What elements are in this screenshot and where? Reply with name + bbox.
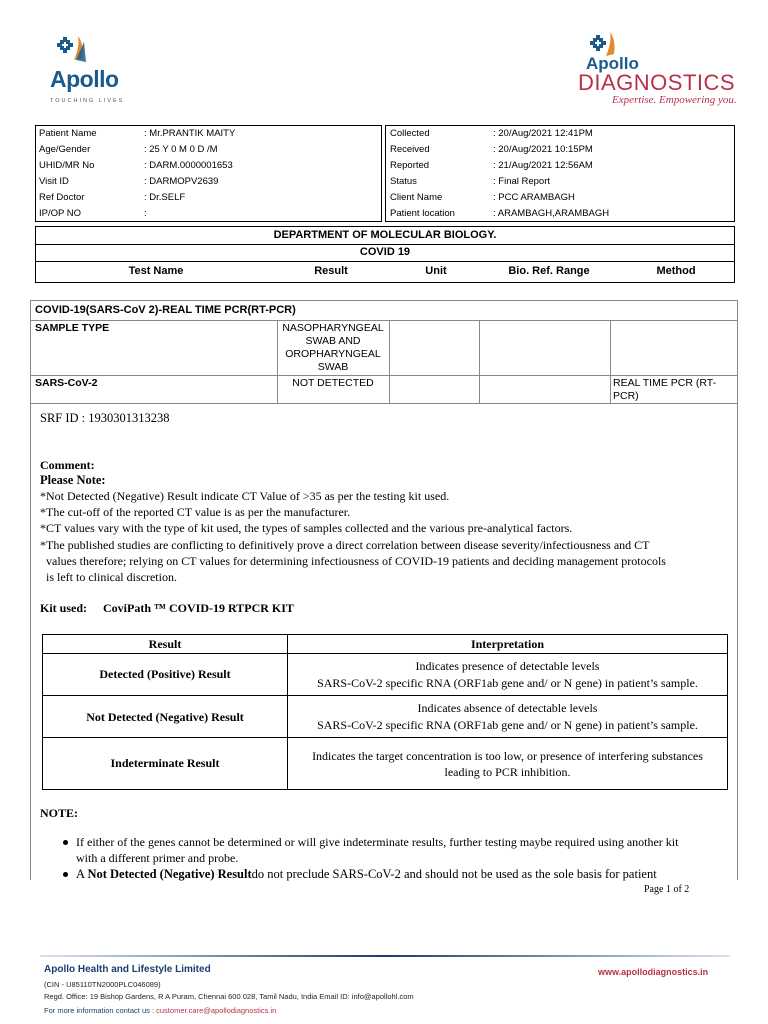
left-label: Age/Gender [39,144,91,155]
sars-cov-2-method: REAL TIME PCR (RT-PCR) [613,377,717,402]
comment-subtitle: Please Note: [40,473,106,487]
apollo-tagline: TOUCHING LIVES [50,98,125,104]
test-heading: COVID-19(SARS-CoV 2)-REAL TIME PCR(RT-PCR) [35,304,296,316]
left-value: : DARM.0000001653 [144,160,233,171]
sample-type-label: SAMPLE TYPE [35,322,110,334]
comment-line-4: *The published studies are conflicting to definitively prove a direct correlation between disease severity/infectiousness and CT [40,538,650,552]
department-table [35,226,735,283]
footer-contact-prefix: For more information contact us : [44,1006,157,1015]
right-label: Collected [390,128,430,139]
apollo-logo [44,32,134,112]
interp-not-detected-line1: Indicates absence of detectable levels [417,701,598,715]
interp-result-indeterminate: Indeterminate Result [110,756,220,770]
right-value: : 20/Aug/2021 12:41PM [493,128,593,139]
footer-contact [44,1006,276,1015]
right-label: Received [390,144,430,155]
note-bullet-2-prefix: A [76,867,88,881]
sars-cov-2-label: SARS-CoV-2 [35,377,98,389]
interpretation-table [42,634,728,790]
interp-detected-line2: SARS-CoV-2 specific RNA (ORF1ab gene and/ or N gene) in patient’s sample. [317,676,698,690]
interp-result-detected: Detected (Positive) Result [99,667,231,681]
left-label: UHID/MR No [39,160,95,171]
footer-cin: (CIN - U85110TN2000PLC046089) [44,980,161,989]
right-value: : 20/Aug/2021 10:15PM [493,144,593,155]
apollo-diagnostics-logo [578,30,738,110]
interp-indeterminate-line1: Indicates the target concentration is too low, or presence of interfering substances [312,749,703,763]
right-value: : Final Report [493,176,551,187]
right-label: Reported [390,160,430,171]
left-value: : [144,208,147,219]
comment-line-1: *Not Detected (Negative) Result indicate CT Value of >35 as per the testing kit used. [40,489,450,503]
interp-not-detected-line2: SARS-CoV-2 specific RNA (ORF1ab gene and/ or N gene) in patient’s sample. [317,718,698,732]
interp-detected-line1: Indicates presence of detectable levels [415,659,600,673]
left-value: : DARMOPV2639 [144,176,219,187]
apollo-symbol-icon [54,32,94,68]
interp-result-not-detected: Not Detected (Negative) Result [86,710,244,724]
note-title: NOTE: [40,806,79,820]
left-label: Patient Name [39,128,97,139]
left-label: Ref Doctor [39,192,85,203]
footer-website[interactable]: www.apollodiagnostics.in [598,967,709,977]
left-label: IP/OP NO [39,208,82,219]
interp-indeterminate-line2: leading to PCR inhibition. [444,765,571,779]
department-title: DEPARTMENT OF MOLECULAR BIOLOGY. [273,229,497,241]
page-number: Page 1 of 2 [644,884,690,895]
srf-id: SRF ID : 1930301313238 [40,411,170,425]
column-test-name: Test Name [128,265,184,277]
comment-line-5: values therefore; relying on CT values for determining infectiousness of COVID-19 patients and deciding management protocols [46,554,666,568]
left-value: : Dr.SELF [144,192,186,203]
right-label: Client Name [390,192,443,203]
column-bio-ref-range: Bio. Ref. Range [508,265,590,277]
sars-cov-2-result: NOT DETECTED [292,377,374,389]
note-bullet-1-line1: If either of the genes cannot be determined or will give indeterminate results, further testing maybe required using another kit [76,835,679,849]
column-unit: Unit [425,265,447,277]
kit-label: Kit used: [40,601,88,615]
comment-title: Comment: [40,458,95,472]
left-label: Visit ID [39,176,69,187]
footer-contact-email[interactable]: customer.care@apollodiagnostics.in [156,1006,277,1015]
apollo-logo-text: Apollo [50,66,119,92]
left-value: : Mr.PRANTIK MAITY [144,128,236,139]
bullet-icon [63,840,68,845]
right-label: Status [390,176,417,187]
note-bullet-2-bold: Not Detected (Negative) Result [87,867,252,881]
note-bullet-1-line2: with a different primer and probe. [76,851,239,865]
sample-type-value: NASOPHARYNGEAL SWAB AND OROPHARYNGEAL SWAB [282,322,384,373]
interp-header-interpretation: Interpretation [470,637,545,651]
kit-value: CoviPath ™ COVID-19 RTPCR KIT [103,601,294,615]
column-method: Method [656,265,696,277]
footer-office: Regd. Office: 19 Bishop Gardens, R A Puram, Chennai 600 028, Tamil Nadu, India Email ID: info@apollohl.com [44,992,414,1001]
comment-line-2: *The cut-off of the reported CT value is as per the manufacturer. [40,505,351,519]
bullet-icon [63,872,68,877]
department-subtitle: COVID 19 [359,246,411,258]
right-label: Patient location [390,208,455,219]
right-value: : PCC ARAMBAGH [493,192,575,203]
interp-header-result: Result [148,637,182,651]
footer-divider [40,955,730,957]
right-value: : 21/Aug/2021 12:56AM [493,160,593,171]
column-result: Result [314,265,348,277]
comment-line-6: is left to clinical discretion. [46,570,177,584]
right-value: : ARAMBAGH,ARAMBAGH [493,208,610,219]
patient-details-box [35,125,382,222]
diagnostics-brand-text: DIAGNOSTICS [578,70,736,95]
footer-company: Apollo Health and Lifestyle Limited [44,964,211,975]
comment-line-3: *CT values vary with the type of kit used, the types of samples collected and the various pre-analytical factors. [40,521,573,535]
diagnostics-apollo-text: Apollo [586,54,639,73]
note-bullet-2-rest: do not preclude SARS-CoV-2 and should not be used as the sole basis for patient [251,867,657,881]
diagnostics-tagline: Expertise. Empowering you. [612,94,737,106]
left-value: : 25 Y 0 M 0 D /M [144,144,218,155]
note-bullet-2 [76,866,657,882]
